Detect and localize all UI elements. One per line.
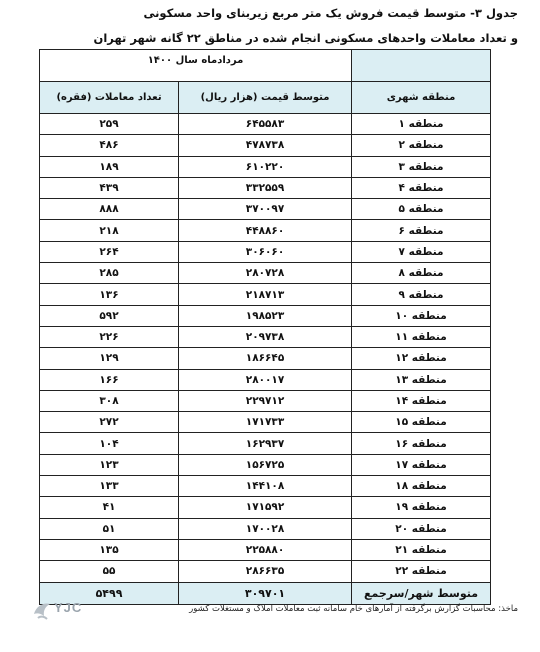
- region-cell: منطقه ۴: [352, 177, 491, 198]
- transactions-cell: ۱۳۶: [40, 284, 179, 305]
- column-header-avg-price: متوسط قیمت (هزار ریال): [179, 82, 352, 114]
- total-avg-price: ۳۰۹۷۰۱: [179, 582, 352, 604]
- table-body: [40, 114, 491, 583]
- transactions-cell: ۵۹۲: [40, 305, 179, 326]
- region-cell: منطقه ۲۲: [352, 561, 491, 582]
- source-note: ماخذ: محاسبات گزارش برگرفته از آمارهای خام سامانه ثبت معاملات املاک و مستغلات کشور: [189, 604, 518, 614]
- region-cell: منطقه ۱۱: [352, 326, 491, 347]
- avg-price-cell: ۱۹۸۵۲۳: [179, 305, 352, 326]
- region-cell: منطقه ۱۷: [352, 454, 491, 475]
- region-cell: منطقه ۲۱: [352, 539, 491, 560]
- transactions-cell: ۲۸۵: [40, 263, 179, 284]
- period-header: مردادماه سال ۱۴۰۰: [40, 50, 352, 82]
- table-row: [40, 114, 491, 135]
- region-cell: منطقه ۶: [352, 220, 491, 241]
- table-row: [40, 156, 491, 177]
- region-cell: منطقه ۵: [352, 199, 491, 220]
- region-cell: منطقه ۳: [352, 156, 491, 177]
- table-row: [40, 241, 491, 262]
- region-cell: منطقه ۹: [352, 284, 491, 305]
- avg-price-cell: ۲۲۵۸۸۰: [179, 539, 352, 560]
- table-title: جدول ۳- متوسط قیمت فروش یک متر مربع زیربنای واحد مسکونی: [143, 6, 518, 20]
- avg-price-cell: ۱۷۱۵۹۲: [179, 497, 352, 518]
- total-row: [40, 582, 491, 604]
- avg-price-cell: ۳۳۲۵۵۹: [179, 177, 352, 198]
- watermark-text: YJC: [54, 600, 83, 615]
- avg-price-cell: ۴۷۸۷۳۸: [179, 135, 352, 156]
- transactions-cell: ۵۱: [40, 518, 179, 539]
- transactions-cell: ۲۶۴: [40, 241, 179, 262]
- transactions-cell: ۱۳۵: [40, 539, 179, 560]
- table-row: [40, 284, 491, 305]
- transactions-cell: ۱۲۳: [40, 454, 179, 475]
- avg-price-cell: ۲۸۰۷۲۸: [179, 263, 352, 284]
- table-row: [40, 369, 491, 390]
- column-header-region: منطقه شهری: [352, 82, 491, 114]
- table-row: [40, 561, 491, 582]
- avg-price-cell: ۱۷۰۰۲۸: [179, 518, 352, 539]
- total-label: متوسط شهر/سرجمع: [352, 582, 491, 604]
- header-columns-row: [40, 82, 491, 114]
- avg-price-cell: ۱۴۴۱۰۸: [179, 476, 352, 497]
- column-header-transactions: تعداد معاملات (فقره): [40, 82, 179, 114]
- region-cell: منطقه ۲: [352, 135, 491, 156]
- avg-price-cell: ۴۴۸۸۶۰: [179, 220, 352, 241]
- transactions-cell: ۳۰۸: [40, 390, 179, 411]
- transactions-cell: ۱۰۴: [40, 433, 179, 454]
- avg-price-cell: ۱۵۶۷۲۵: [179, 454, 352, 475]
- table-row: [40, 412, 491, 433]
- region-cell: منطقه ۱: [352, 114, 491, 135]
- table-row: [40, 220, 491, 241]
- transactions-cell: ۴۸۶: [40, 135, 179, 156]
- region-cell: منطقه ۱۲: [352, 348, 491, 369]
- transactions-cell: ۱۲۹: [40, 348, 179, 369]
- region-cell: منطقه ۱۴: [352, 390, 491, 411]
- transactions-cell: ۸۸۸: [40, 199, 179, 220]
- price-table: [39, 49, 491, 605]
- region-cell: منطقه ۱۸: [352, 476, 491, 497]
- table-row: [40, 433, 491, 454]
- region-cell: منطقه ۱۳: [352, 369, 491, 390]
- region-cell: منطقه ۱۶: [352, 433, 491, 454]
- header-empty-cell: [352, 50, 491, 82]
- region-cell: منطقه ۸: [352, 263, 491, 284]
- region-cell: منطقه ۷: [352, 241, 491, 262]
- table-row: [40, 497, 491, 518]
- transactions-cell: ۴۳۹: [40, 177, 179, 198]
- transactions-cell: ۵۵: [40, 561, 179, 582]
- avg-price-cell: ۱۷۱۷۳۳: [179, 412, 352, 433]
- transactions-cell: ۱۶۶: [40, 369, 179, 390]
- region-cell: منطقه ۱۵: [352, 412, 491, 433]
- transactions-cell: ۱۸۹: [40, 156, 179, 177]
- avg-price-cell: ۱۸۶۶۴۵: [179, 348, 352, 369]
- transactions-cell: ۲۲۶: [40, 326, 179, 347]
- table-row: [40, 518, 491, 539]
- total-transactions: ۵۴۹۹: [40, 582, 179, 604]
- table-row: [40, 199, 491, 220]
- avg-price-cell: ۶۴۵۵۸۳: [179, 114, 352, 135]
- yjc-emblem-icon: [30, 596, 54, 622]
- table-row: [40, 177, 491, 198]
- avg-price-cell: ۲۲۹۷۱۲: [179, 390, 352, 411]
- avg-price-cell: ۱۶۲۹۳۷: [179, 433, 352, 454]
- table-row: [40, 390, 491, 411]
- avg-price-cell: ۲۰۹۷۳۸: [179, 326, 352, 347]
- avg-price-cell: ۳۰۶۰۶۰: [179, 241, 352, 262]
- transactions-cell: ۲۷۲: [40, 412, 179, 433]
- region-cell: منطقه ۱۹: [352, 497, 491, 518]
- avg-price-cell: ۶۱۰۲۲۰: [179, 156, 352, 177]
- table-row: [40, 476, 491, 497]
- table-row: [40, 539, 491, 560]
- table-row: [40, 135, 491, 156]
- transactions-cell: ۱۳۳: [40, 476, 179, 497]
- table-row: [40, 263, 491, 284]
- table-row: [40, 305, 491, 326]
- transactions-cell: ۴۱: [40, 497, 179, 518]
- avg-price-cell: ۲۱۸۷۱۳: [179, 284, 352, 305]
- avg-price-cell: ۳۷۰۰۹۷: [179, 199, 352, 220]
- table-row: [40, 326, 491, 347]
- avg-price-cell: ۲۸۰۰۱۷: [179, 369, 352, 390]
- avg-price-cell: ۲۸۶۶۳۵: [179, 561, 352, 582]
- transactions-cell: ۲۵۹: [40, 114, 179, 135]
- transactions-cell: ۲۱۸: [40, 220, 179, 241]
- region-cell: منطقه ۱۰: [352, 305, 491, 326]
- table-subtitle: و تعداد معاملات واحدهای مسکونی انجام شده در مناطق ۲۲ گانه شهر تهران: [93, 31, 518, 45]
- yjc-logo: [30, 596, 102, 622]
- header-period-row: [40, 50, 491, 82]
- table-row: [40, 348, 491, 369]
- region-cell: منطقه ۲۰: [352, 518, 491, 539]
- table-row: [40, 454, 491, 475]
